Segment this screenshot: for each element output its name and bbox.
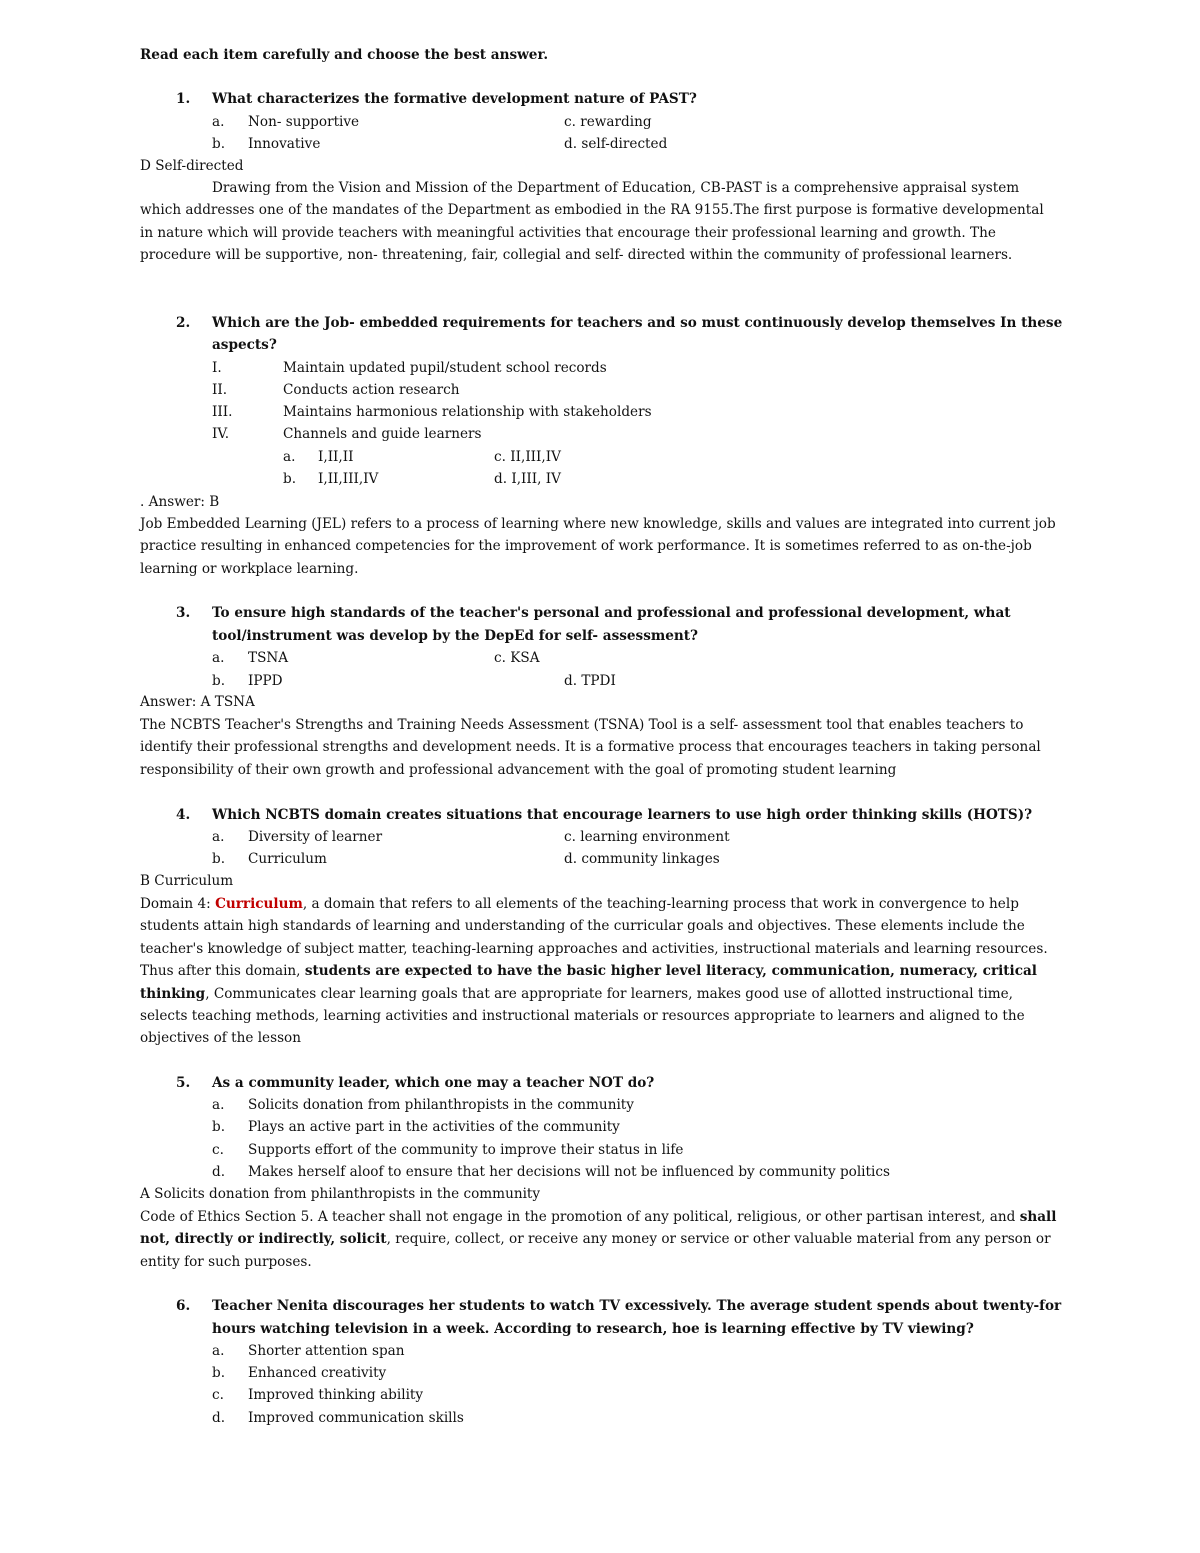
- q6-question-line2: hours watching television in a week. According to research, hoe is learning effective by TV viewing?: [212, 1321, 974, 1337]
- q1-option-d: d. self-directed: [564, 136, 668, 152]
- q5-option-letter: c.: [212, 1142, 224, 1158]
- q2-option-d: d. I,III, IV: [494, 471, 561, 487]
- q5-option-letter: b.: [212, 1119, 226, 1135]
- q3-answer: Answer: A TSNA: [140, 694, 255, 710]
- q2-number: 2.: [176, 315, 191, 331]
- q5-exp-bold: shall not, directly or indirectly, solicit: [140, 1209, 1057, 1248]
- q6-number: 6.: [176, 1298, 191, 1314]
- q6-option-letter: d.: [212, 1410, 226, 1426]
- q6-option-text: Improved communication skills: [248, 1410, 464, 1426]
- q2-option-b-letter: b.: [283, 471, 297, 487]
- q6-option-letter: b.: [212, 1365, 226, 1381]
- q6-question-line1: Teacher Nenita discourages her students to watch TV excessively. The average student spends about twenty-for: [212, 1298, 1062, 1314]
- q5-number: 5.: [176, 1075, 191, 1091]
- q3-number: 3.: [176, 605, 191, 621]
- q5-option-letter: d.: [212, 1164, 226, 1180]
- q3-option-b: IPPD: [248, 673, 283, 689]
- q1-question: What characterizes the formative development nature of PAST?: [212, 91, 697, 107]
- q4-option-d: d. community linkages: [564, 851, 720, 867]
- q4-option-b: Curriculum: [248, 851, 327, 867]
- q2-answer: . Answer: B: [140, 494, 220, 510]
- q6-option-letter: c.: [212, 1387, 224, 1403]
- q2-item-text: Conducts action research: [283, 382, 460, 398]
- q5-question: As a community leader, which one may a teacher NOT do?: [212, 1075, 655, 1091]
- q2-item-text: Maintains harmonious relationship with stakeholders: [283, 404, 652, 420]
- q2-item-numeral: IV.: [212, 426, 230, 442]
- q4-option-a: Diversity of learner: [248, 829, 383, 845]
- q5-answer: A Solicits donation from philanthropists in the community: [140, 1186, 541, 1202]
- q5-option-text: Makes herself aloof to ensure that her decisions will not be influenced by community politics: [248, 1164, 890, 1180]
- q3-question-line1: To ensure high standards of the teacher's personal and professional and professional development, what: [212, 605, 1011, 621]
- q6-option-text: Shorter attention span: [248, 1343, 405, 1359]
- q4-number: 4.: [176, 807, 191, 823]
- q5-option-letter: a.: [212, 1097, 225, 1113]
- q1-option-a: Non- supportive: [248, 114, 360, 130]
- q2-item-numeral: II.: [212, 382, 228, 398]
- q5-option-text: Supports effort of the community to improve their status in life: [248, 1142, 684, 1158]
- q3-option-a: TSNA: [248, 650, 289, 666]
- q1-option-b-letter: b.: [212, 136, 226, 152]
- q6-option-text: Improved thinking ability: [248, 1387, 424, 1403]
- instruction: Read each item carefully and choose the best answer.: [140, 47, 549, 63]
- q3-option-d: d. TPDI: [564, 673, 616, 689]
- q2-option-a: I,II,II: [318, 449, 354, 465]
- q5-option-text: Plays an active part in the activities of the community: [248, 1119, 620, 1135]
- q1-explanation: Drawing from the Vision and Mission of the Department of Education, CB-PAST is a comprehensive appraisal system which addresses one of the mandates of the Department as embodied in the RA 9155.The first purpose is formative developmental in nature which will provide teachers with meaningful activities that encourage their professional learning and growth. The procedure will be supportive, non- threatening, fair, collegial and self- directed within the community of professional learners.: [140, 180, 1044, 264]
- q1-answer: D Self-directed: [140, 158, 244, 174]
- q2-item-numeral: I.: [212, 360, 222, 376]
- q2-item-text: Maintain updated pupil/student school records: [283, 360, 607, 376]
- q4-option-a-letter: a.: [212, 829, 225, 845]
- q4-exp-highlight: Curriculum: [215, 896, 303, 912]
- q2-item-numeral: III.: [212, 404, 233, 420]
- q4-exp-prefix: Domain 4:: [140, 896, 216, 912]
- q3-question-line2: tool/instrument was develop by the DepEd for self- assessment?: [212, 628, 699, 644]
- q6-option-letter: a.: [212, 1343, 225, 1359]
- q3-option-a-letter: a.: [212, 650, 225, 666]
- q4-explanation: [140, 893, 1060, 1050]
- q2-explanation: Job Embedded Learning (JEL) refers to a process of learning where new knowledge, skills and values are integrated into current job practice resulting in enhanced competencies for the improvement of work performance. It is sometimes referred to as on-the-job learning or workplace learning.: [140, 516, 1056, 577]
- q2-option-c: c. II,III,IV: [494, 449, 561, 465]
- q4-exp-part1: , a domain that refers to all elements of the teaching-learning process that work in convergence to help students attain high standards of learning and understanding of the curricular goals and objectives. These elements include the teacher's knowledge of subject matter, teaching-learning approaches and activities, instructional materials and learning resources. Thus after this domain,: [140, 896, 1048, 980]
- q4-option-b-letter: b.: [212, 851, 226, 867]
- q3-explanation: The NCBTS Teacher's Strengths and Training Needs Assessment (TSNA) Tool is a self- assessment tool that enables teachers to identify their professional strengths and development needs. It is a formative process that encourages teachers in taking personal responsibility of their own growth and professional advancement with the goal of promoting student learning: [140, 717, 1041, 778]
- q1-option-c: c. rewarding: [564, 114, 652, 130]
- q4-exp-bold: students are expected to have the basic higher level literacy, communication, numeracy, critical thinking: [140, 963, 1037, 1002]
- q5-explanation: [140, 1206, 1060, 1273]
- q1-option-a-letter: a.: [212, 114, 225, 130]
- q5-exp-part1: Code of Ethics Section 5. A teacher shall not engage in the promotion of any political, religious, or other partisan interest, and: [140, 1209, 1020, 1225]
- q1-option-b: Innovative: [248, 136, 321, 152]
- q2-item-text: Channels and guide learners: [283, 426, 482, 442]
- q2-question-line1: Which are the Job- embedded requirements for teachers and so must continuously develop themselves In these: [212, 315, 1063, 331]
- q4-option-c: c. learning environment: [564, 829, 730, 845]
- q4-question: Which NCBTS domain creates situations that encourage learners to use high order thinking skills (HOTS)?: [212, 807, 1033, 823]
- q4-exp-part2: , Communicates clear learning goals that are appropriate for learners, makes good use of allotted instructional time, selects teaching methods, learning activities and instructional materials or resources appropriate to learners and aligned to the objectives of the lesson: [140, 985, 1025, 1047]
- q2-option-b: I,II,III,IV: [318, 471, 379, 487]
- q1-number: 1.: [176, 91, 191, 107]
- q2-option-a-letter: a.: [283, 449, 296, 465]
- q3-option-b-letter: b.: [212, 673, 226, 689]
- q4-answer: B Curriculum: [140, 873, 234, 889]
- q6-option-text: Enhanced creativity: [248, 1365, 387, 1381]
- q3-option-c: c. KSA: [494, 650, 540, 666]
- q5-exp-part2: , require, collect, or receive any money or service or other valuable material from any person or entity for such purposes.: [140, 1231, 1051, 1270]
- q5-option-text: Solicits donation from philanthropists in the community: [248, 1097, 634, 1113]
- q2-question-line2: aspects?: [212, 337, 277, 353]
